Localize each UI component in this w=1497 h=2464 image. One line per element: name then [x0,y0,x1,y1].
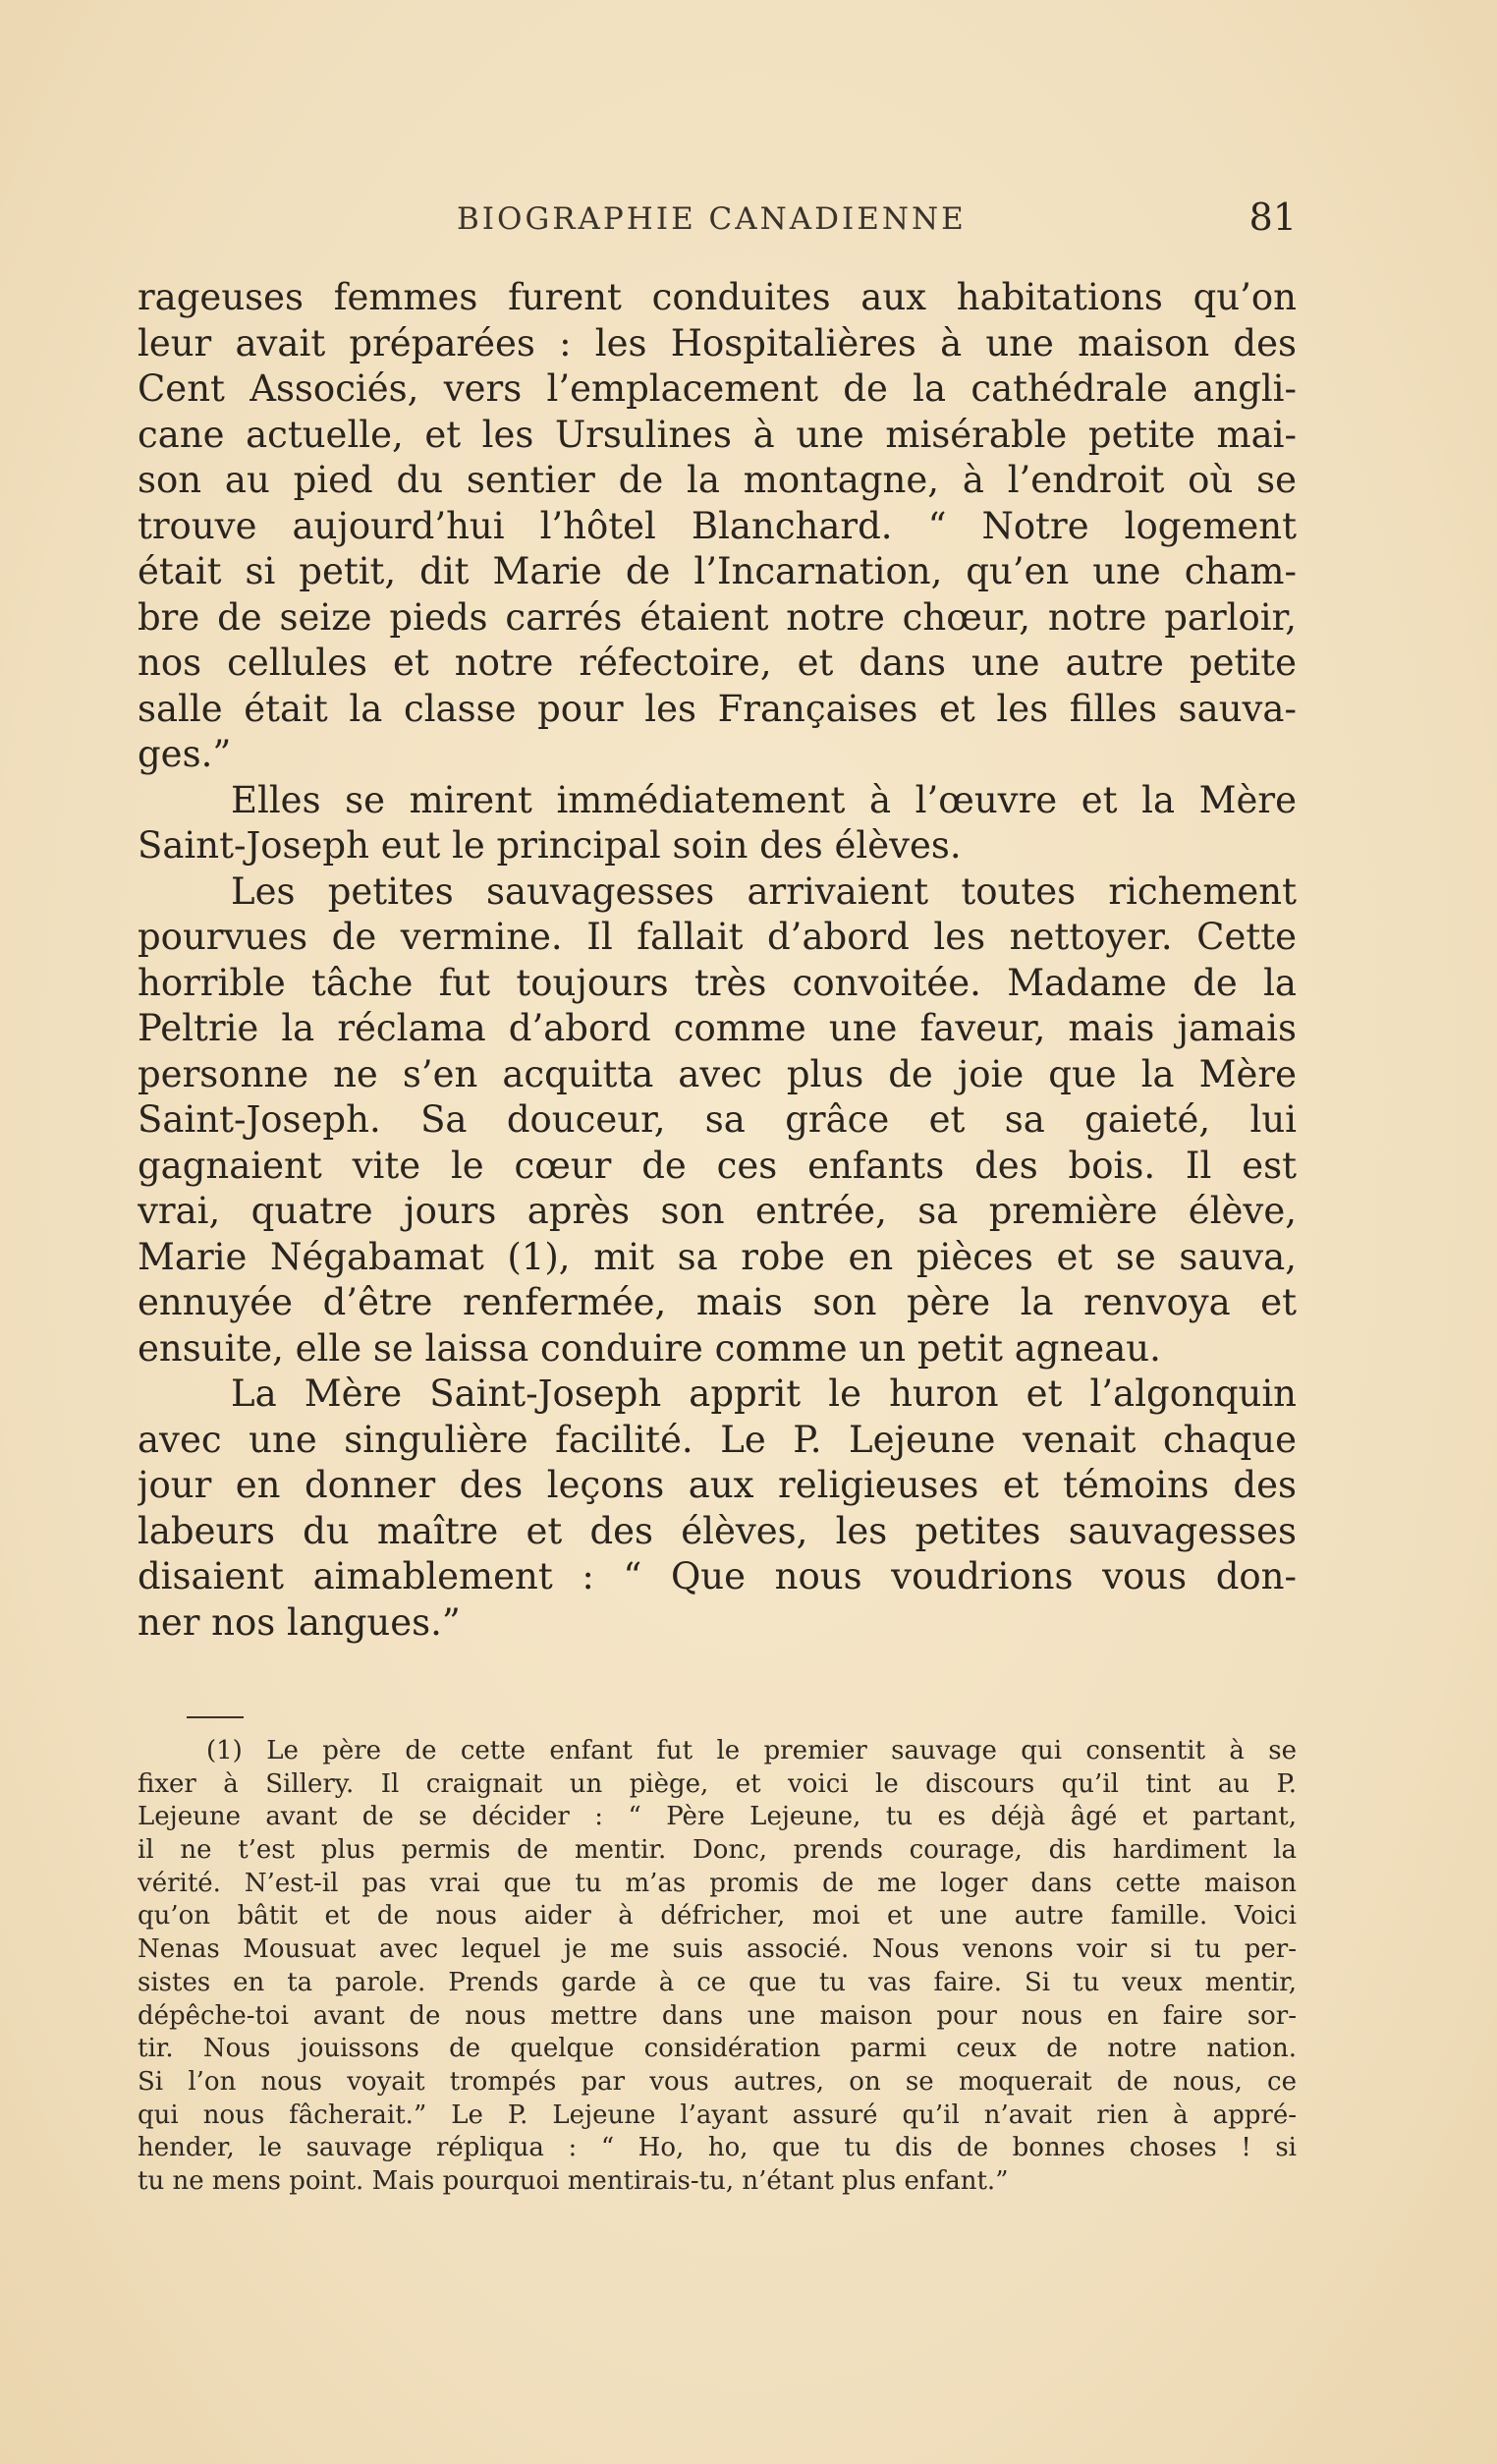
body-line: Marie Négabamat (1), mit sa robe en pièces et se sauva, [138,1235,1297,1278]
footnote-line: Si l’on nous voyait trompés par vous autres, on se moquerait de nous, ce [138,2066,1297,2097]
running-title: BIOGRAPHIE CANADIENNE [457,201,967,237]
body-line: rageuses femmes furent conduites aux habitations qu’on [138,276,1297,318]
body-line: personne ne s’en acquitta avec plus de joie que la Mère [138,1052,1297,1095]
body-line: Saint-Joseph eut le principal soin des élèves. [138,824,962,867]
body-line: ennuyée d’être renfermée, mais son père la renvoya et [138,1281,1297,1323]
body-line: horrible tâche fut toujours très convoitée. Madame de la [138,961,1297,1004]
footnote-line: tu ne mens point. Mais pourquoi mentirais-tu, n’étant plus enfant.” [138,2165,1009,2196]
body-line: cane actuelle, et les Ursulines à une misérable petite mai- [138,413,1297,456]
body-line: salle était la classe pour les Françaises et les filles sauva- [138,687,1297,730]
body-line: était si petit, dit Marie de l’Incarnation, qu’en une cham- [138,550,1297,592]
footnote-divider [187,1716,244,1718]
body-line: labeurs du maître et des élèves, les petites sauvagesses [138,1509,1297,1552]
footnote-line: dépêche-toi avant de nous mettre dans une maison pour nous en faire sor- [138,2000,1297,2031]
footnote-line: tir. Nous jouissons de quelque considération parmi ceux de notre nation. [138,2034,1297,2064]
footnote-line: Lejeune avant de se décider : “ Père Lejeune, tu es déjà âgé et partant, [138,1802,1297,1832]
body-line: Cent Associés, vers l’emplacement de la cathédrale angli- [138,367,1297,410]
body-line: ges.” [138,733,232,775]
body-line: Elles se mirent immédiatement à l’œuvre et la Mère [231,778,1297,821]
body-line: bre de seize pieds carrés étaient notre chœur, notre parloir, [138,595,1297,639]
body-line: Saint-Joseph. Sa douceur, sa grâce et sa gaieté, lui [138,1098,1297,1141]
body-line: son au pied du sentier de la montagne, à l’endroit où se [138,459,1297,501]
body-line: jour en donner des leçons aux religieuses et témoins des [138,1464,1297,1506]
footnote-line: qui nous fâcherait.” Le P. Lejeune l’ayant assuré qu’il n’avait rien à appré- [138,2100,1297,2130]
footnote [138,1735,1297,2199]
footnote-line: sistes en ta parole. Prends garde à ce que tu vas faire. Si tu veux mentir, [138,1967,1297,1997]
body-line: gagnaient vite le cœur de ces enfants des bois. Il est [138,1144,1297,1187]
body-line: pourvues de vermine. Il fallait d’abord les nettoyer. Cette [138,916,1297,958]
body-line: Les petites sauvagesses arrivaient toutes richement [231,869,1297,913]
body-line: vrai, quatre jours après son entrée, sa première élève, [138,1190,1297,1232]
body-line: leur avait préparées : les Hospitalières à une maison des [138,321,1297,364]
body-line: La Mère Saint-Joseph apprit le huron et l’algonquin [231,1372,1297,1415]
body-line: nos cellules et notre réfectoire, et dans une autre petite [138,642,1297,684]
page-header [138,196,1297,251]
body-line: disaient aimablement : “ Que nous voudrions vous don- [138,1555,1297,1597]
footnote-line: il ne t’est plus permis de mentir. Donc, prends courage, dis hardiment la [138,1835,1297,1866]
body-line: Peltrie la réclama d’abord comme une faveur, mais jamais [138,1007,1297,1049]
body-line: ensuite, elle se laissa conduire comme un petit agneau. [138,1326,1161,1370]
footnote-line: fixer à Sillery. Il craignait un piège, et voici le discours qu’il tint au P. [138,1768,1297,1799]
body-text [138,275,1297,1646]
body-line: ner nos langues.” [138,1600,461,1644]
body-line: trouve aujourd’hui l’hôtel Blanchard. “ Notre logement [138,504,1297,547]
footnote-line: Nenas Mousuat avec lequel je me suis associé. Nous venons voir si tu per- [138,1934,1297,1965]
footnote-line: hender, le sauvage répliqua : “ Ho, ho, que tu dis de bonnes choses ! si [138,2133,1297,2163]
footnote-line: (1) Le père de cette enfant fut le premier sauvage qui consentit à se [206,1736,1297,1765]
page-number: 81 [1248,196,1297,239]
body-line: avec une singulière facilité. Le P. Lejeune venait chaque [138,1418,1297,1461]
footnote-line: qu’on bâtit et de nous aider à défricher, moi et une autre famille. Voici [138,1901,1297,1932]
footnote-line: vérité. N’est-il pas vrai que tu m’as promis de me loger dans cette maison [138,1868,1297,1898]
